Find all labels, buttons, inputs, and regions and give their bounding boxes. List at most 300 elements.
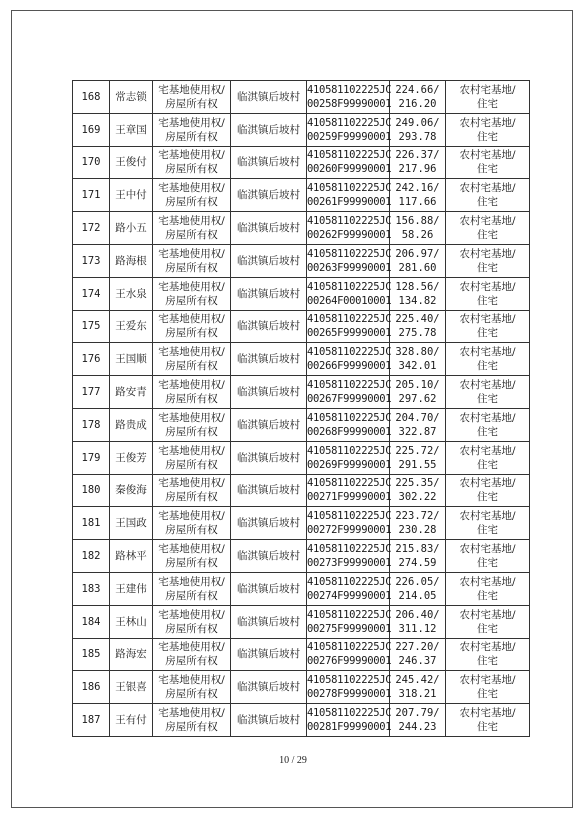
right-type-cell: [153, 408, 231, 441]
area-line: 293.78: [398, 130, 437, 143]
location-cell: 临淇镇后坡村: [231, 277, 307, 310]
land-use-line: 农村宅基地/: [459, 215, 516, 228]
right-type-cell: [153, 704, 231, 737]
owner-name-cell: 秦俊海: [110, 474, 153, 507]
table-row: [73, 81, 530, 114]
unit-code-cell: [307, 507, 390, 540]
land-use-line: 农村宅基地/: [459, 510, 516, 523]
location-cell: 临淇镇后坡村: [231, 572, 307, 605]
land-use-line: 农村宅基地/: [459, 182, 516, 195]
land-use-cell: [446, 540, 530, 573]
land-use-line: 住宅: [477, 491, 498, 504]
unit-code-line: 00271F99990001: [307, 491, 392, 504]
right-type-cell: [153, 277, 231, 310]
area-line: 128.56/: [395, 280, 440, 293]
right-type-line: 宅基地使用权/: [158, 182, 225, 195]
right-type-line: 宅基地使用权/: [158, 313, 225, 326]
table-row: [73, 474, 530, 507]
row-number-cell: 178: [73, 408, 110, 441]
unit-code-line: 00265F99990001: [307, 327, 392, 340]
unit-code-line: 00273F99990001: [307, 557, 392, 570]
row-number-cell: 174: [73, 277, 110, 310]
land-use-line: 农村宅基地/: [459, 379, 516, 392]
right-type-cell: [153, 310, 231, 343]
unit-code-line: 00263F99990001: [307, 261, 392, 274]
right-type-line: 宅基地使用权/: [158, 444, 225, 457]
location-cell: 临淇镇后坡村: [231, 113, 307, 146]
area-line: 207.79/: [395, 707, 440, 720]
area-line: 322.87: [398, 425, 437, 438]
row-number-cell: 184: [73, 605, 110, 638]
land-use-line: 住宅: [477, 622, 498, 635]
area-cell: [390, 343, 446, 376]
owner-name-cell: 王国政: [110, 507, 153, 540]
unit-code-line: 410581102225JC: [307, 707, 392, 720]
row-number-cell: 187: [73, 704, 110, 737]
area-line: 134.82: [398, 294, 437, 307]
location-cell: 临淇镇后坡村: [231, 179, 307, 212]
land-use-line: 住宅: [477, 327, 498, 340]
area-line: 117.66: [398, 196, 437, 209]
right-type-line: 宅基地使用权/: [158, 346, 225, 359]
location-cell: 临淇镇后坡村: [231, 310, 307, 343]
right-type-line: 房屋所有权: [165, 327, 218, 340]
land-use-cell: [446, 704, 530, 737]
table-row: [73, 146, 530, 179]
land-use-line: 住宅: [477, 524, 498, 537]
right-type-line: 房屋所有权: [165, 425, 218, 438]
land-use-line: 农村宅基地/: [459, 641, 516, 654]
area-line: 318.21: [398, 688, 437, 701]
land-use-line: 住宅: [477, 261, 498, 274]
unit-code-line: 410581102225JC: [307, 444, 392, 457]
right-type-line: 房屋所有权: [165, 622, 218, 635]
land-use-line: 住宅: [477, 393, 498, 406]
right-type-line: 房屋所有权: [165, 458, 218, 471]
row-number-cell: 180: [73, 474, 110, 507]
unit-code-cell: [307, 474, 390, 507]
owner-name-cell: 王水泉: [110, 277, 153, 310]
unit-code-cell: [307, 376, 390, 409]
area-line: 223.72/: [395, 510, 440, 523]
right-type-line: 房屋所有权: [165, 294, 218, 307]
unit-code-line: 00272F99990001: [307, 524, 392, 537]
table-row: [73, 572, 530, 605]
land-use-cell: [446, 671, 530, 704]
owner-name-cell: 路海根: [110, 244, 153, 277]
unit-code-line: 00281F99990001: [307, 721, 392, 734]
land-use-line: 住宅: [477, 229, 498, 242]
land-use-cell: [446, 277, 530, 310]
area-cell: [390, 277, 446, 310]
unit-code-cell: [307, 212, 390, 245]
location-cell: 临淇镇后坡村: [231, 638, 307, 671]
right-type-line: 宅基地使用权/: [158, 411, 225, 424]
right-type-cell: [153, 540, 231, 573]
location-cell: 临淇镇后坡村: [231, 81, 307, 114]
right-type-line: 房屋所有权: [165, 524, 218, 537]
area-line: 216.20: [398, 97, 437, 110]
area-cell: [390, 179, 446, 212]
unit-code-cell: [307, 638, 390, 671]
unit-code-line: 410581102225JC: [307, 280, 392, 293]
land-use-line: 住宅: [477, 589, 498, 602]
row-number-cell: 183: [73, 572, 110, 605]
row-number-cell: 170: [73, 146, 110, 179]
land-use-line: 住宅: [477, 196, 498, 209]
land-use-cell: [446, 212, 530, 245]
right-type-cell: [153, 113, 231, 146]
unit-code-line: 00258F99990001: [307, 97, 392, 110]
location-cell: 临淇镇后坡村: [231, 540, 307, 573]
land-use-cell: [446, 343, 530, 376]
right-type-line: 宅基地使用权/: [158, 379, 225, 392]
area-line: 225.35/: [395, 477, 440, 490]
land-use-line: 住宅: [477, 360, 498, 373]
land-use-line: 住宅: [477, 425, 498, 438]
unit-code-cell: [307, 605, 390, 638]
land-use-line: 住宅: [477, 130, 498, 143]
owner-name-cell: 路林平: [110, 540, 153, 573]
owner-name-cell: 路小五: [110, 212, 153, 245]
land-use-line: 农村宅基地/: [459, 477, 516, 490]
owner-name-cell: 王林山: [110, 605, 153, 638]
area-cell: [390, 244, 446, 277]
land-use-line: 住宅: [477, 458, 498, 471]
area-cell: [390, 540, 446, 573]
land-use-cell: [446, 638, 530, 671]
right-type-line: 房屋所有权: [165, 589, 218, 602]
right-type-cell: [153, 244, 231, 277]
location-cell: 临淇镇后坡村: [231, 507, 307, 540]
area-line: 214.05: [398, 589, 437, 602]
location-cell: 临淇镇后坡村: [231, 441, 307, 474]
table-row: [73, 277, 530, 310]
right-type-line: 宅基地使用权/: [158, 215, 225, 228]
unit-code-line: 00262F99990001: [307, 229, 392, 242]
unit-code-line: 410581102225JC: [307, 83, 392, 96]
table-row: [73, 179, 530, 212]
right-type-line: 房屋所有权: [165, 163, 218, 176]
location-cell: 临淇镇后坡村: [231, 146, 307, 179]
area-line: 206.97/: [395, 247, 440, 260]
unit-code-line: 410581102225JC: [307, 543, 392, 556]
row-number-cell: 177: [73, 376, 110, 409]
area-line: 311.12: [398, 622, 437, 635]
area-line: 281.60: [398, 261, 437, 274]
land-use-cell: [446, 244, 530, 277]
land-use-line: 农村宅基地/: [459, 116, 516, 129]
area-line: 206.40/: [395, 608, 440, 621]
owner-name-cell: 常志锁: [110, 81, 153, 114]
area-line: 204.70/: [395, 411, 440, 424]
right-type-cell: [153, 638, 231, 671]
right-type-cell: [153, 441, 231, 474]
unit-code-cell: [307, 704, 390, 737]
area-line: 215.83/: [395, 543, 440, 556]
area-line: 342.01: [398, 360, 437, 373]
land-use-cell: [446, 376, 530, 409]
unit-code-line: 00259F99990001: [307, 130, 392, 143]
land-use-line: 农村宅基地/: [459, 411, 516, 424]
location-cell: 临淇镇后坡村: [231, 244, 307, 277]
area-cell: [390, 441, 446, 474]
unit-code-line: 410581102225JC: [307, 346, 392, 359]
table-row: [73, 605, 530, 638]
table-row: [73, 408, 530, 441]
land-use-line: 农村宅基地/: [459, 280, 516, 293]
area-cell: [390, 81, 446, 114]
right-type-cell: [153, 81, 231, 114]
location-cell: 临淇镇后坡村: [231, 212, 307, 245]
right-type-line: 宅基地使用权/: [158, 116, 225, 129]
area-line: 249.06/: [395, 116, 440, 129]
unit-code-line: 00278F99990001: [307, 688, 392, 701]
owner-name-cell: 王国顺: [110, 343, 153, 376]
row-number-cell: 171: [73, 179, 110, 212]
location-cell: 临淇镇后坡村: [231, 671, 307, 704]
land-use-line: 农村宅基地/: [459, 247, 516, 260]
right-type-line: 宅基地使用权/: [158, 674, 225, 687]
unit-code-line: 00268F99990001: [307, 425, 392, 438]
right-type-line: 宅基地使用权/: [158, 149, 225, 162]
row-number-cell: 186: [73, 671, 110, 704]
unit-code-line: 00267F99990001: [307, 393, 392, 406]
land-use-line: 农村宅基地/: [459, 575, 516, 588]
unit-code-cell: [307, 343, 390, 376]
area-cell: [390, 113, 446, 146]
area-cell: [390, 605, 446, 638]
row-number-cell: 182: [73, 540, 110, 573]
right-type-line: 宅基地使用权/: [158, 477, 225, 490]
area-line: 246.37: [398, 655, 437, 668]
owner-name-cell: 王建伟: [110, 572, 153, 605]
unit-code-line: 410581102225JC: [307, 575, 392, 588]
row-number-cell: 175: [73, 310, 110, 343]
area-line: 227.20/: [395, 641, 440, 654]
area-line: 291.55: [398, 458, 437, 471]
table-row: [73, 704, 530, 737]
right-type-line: 房屋所有权: [165, 721, 218, 734]
area-cell: [390, 408, 446, 441]
land-use-line: 农村宅基地/: [459, 707, 516, 720]
right-type-line: 房屋所有权: [165, 491, 218, 504]
unit-code-line: 410581102225JC: [307, 674, 392, 687]
area-cell: [390, 474, 446, 507]
owner-name-cell: 路海宏: [110, 638, 153, 671]
unit-code-cell: [307, 671, 390, 704]
area-cell: [390, 572, 446, 605]
table-row: [73, 540, 530, 573]
owner-name-cell: 王有付: [110, 704, 153, 737]
area-cell: [390, 704, 446, 737]
unit-code-line: 410581102225JC: [307, 641, 392, 654]
right-type-line: 房屋所有权: [165, 655, 218, 668]
unit-code-cell: [307, 146, 390, 179]
right-type-line: 房屋所有权: [165, 261, 218, 274]
land-use-line: 住宅: [477, 655, 498, 668]
table-row: [73, 212, 530, 245]
right-type-cell: [153, 474, 231, 507]
right-type-cell: [153, 146, 231, 179]
table-row: [73, 507, 530, 540]
unit-code-line: 00264F00010001: [307, 294, 392, 307]
unit-code-line: 00266F99990001: [307, 360, 392, 373]
land-use-cell: [446, 507, 530, 540]
location-cell: 临淇镇后坡村: [231, 343, 307, 376]
right-type-line: 宅基地使用权/: [158, 641, 225, 654]
unit-code-line: 410581102225JC: [307, 149, 392, 162]
area-line: 275.78: [398, 327, 437, 340]
unit-code-line: 410581102225JC: [307, 379, 392, 392]
owner-name-cell: 路贵成: [110, 408, 153, 441]
land-use-cell: [446, 474, 530, 507]
unit-code-line: 00269F99990001: [307, 458, 392, 471]
land-use-line: 农村宅基地/: [459, 608, 516, 621]
unit-code-cell: [307, 81, 390, 114]
area-line: 302.22: [398, 491, 437, 504]
unit-code-line: 410581102225JC: [307, 313, 392, 326]
unit-code-cell: [307, 244, 390, 277]
property-registry-table: [72, 80, 530, 737]
area-cell: [390, 507, 446, 540]
table-row: [73, 343, 530, 376]
table-row: [73, 244, 530, 277]
right-type-cell: [153, 605, 231, 638]
land-use-cell: [446, 408, 530, 441]
area-line: 225.72/: [395, 444, 440, 457]
unit-code-line: 00274F99990001: [307, 589, 392, 602]
area-cell: [390, 638, 446, 671]
area-line: 297.62: [398, 393, 437, 406]
unit-code-line: 410581102225JC: [307, 510, 392, 523]
right-type-line: 宅基地使用权/: [158, 247, 225, 260]
right-type-line: 房屋所有权: [165, 229, 218, 242]
land-use-line: 住宅: [477, 557, 498, 570]
land-use-line: 农村宅基地/: [459, 83, 516, 96]
owner-name-cell: 王章国: [110, 113, 153, 146]
unit-code-cell: [307, 441, 390, 474]
right-type-line: 宅基地使用权/: [158, 707, 225, 720]
right-type-line: 房屋所有权: [165, 360, 218, 373]
unit-code-cell: [307, 572, 390, 605]
area-line: 205.10/: [395, 379, 440, 392]
land-use-cell: [446, 605, 530, 638]
right-type-line: 房屋所有权: [165, 688, 218, 701]
land-use-line: 住宅: [477, 97, 498, 110]
unit-code-line: 00261F99990001: [307, 196, 392, 209]
right-type-cell: [153, 572, 231, 605]
right-type-cell: [153, 212, 231, 245]
area-line: 156.88/: [395, 215, 440, 228]
area-line: 58.26: [401, 229, 434, 242]
area-line: 226.37/: [395, 149, 440, 162]
table-row: [73, 376, 530, 409]
unit-code-line: 410581102225JC: [307, 247, 392, 260]
right-type-line: 宅基地使用权/: [158, 280, 225, 293]
land-use-line: 住宅: [477, 163, 498, 176]
table-row: [73, 113, 530, 146]
right-type-line: 房屋所有权: [165, 196, 218, 209]
area-line: 224.66/: [395, 83, 440, 96]
area-line: 225.40/: [395, 313, 440, 326]
land-use-line: 农村宅基地/: [459, 313, 516, 326]
unit-code-line: 410581102225JC: [307, 215, 392, 228]
right-type-line: 宅基地使用权/: [158, 608, 225, 621]
unit-code-line: 00275F99990001: [307, 622, 392, 635]
area-line: 242.16/: [395, 182, 440, 195]
right-type-line: 宅基地使用权/: [158, 510, 225, 523]
owner-name-cell: 王中付: [110, 179, 153, 212]
area-line: 274.59: [398, 557, 437, 570]
owner-name-cell: 王爱东: [110, 310, 153, 343]
right-type-line: 宅基地使用权/: [158, 83, 225, 96]
table-row: [73, 638, 530, 671]
right-type-cell: [153, 671, 231, 704]
right-type-line: 宅基地使用权/: [158, 543, 225, 556]
land-use-line: 住宅: [477, 294, 498, 307]
row-number-cell: 173: [73, 244, 110, 277]
unit-code-cell: [307, 408, 390, 441]
location-cell: 临淇镇后坡村: [231, 408, 307, 441]
land-use-line: 农村宅基地/: [459, 543, 516, 556]
right-type-cell: [153, 343, 231, 376]
unit-code-cell: [307, 310, 390, 343]
unit-code-cell: [307, 179, 390, 212]
unit-code-cell: [307, 113, 390, 146]
page-number: 10 / 29: [279, 755, 307, 766]
land-use-line: 农村宅基地/: [459, 149, 516, 162]
owner-name-cell: 王俊芳: [110, 441, 153, 474]
right-type-line: 房屋所有权: [165, 393, 218, 406]
land-use-line: 农村宅基地/: [459, 346, 516, 359]
table-body: [73, 81, 530, 737]
area-line: 230.28: [398, 524, 437, 537]
right-type-line: 房屋所有权: [165, 557, 218, 570]
land-use-cell: [446, 179, 530, 212]
location-cell: 临淇镇后坡村: [231, 474, 307, 507]
unit-code-line: 00276F99990001: [307, 655, 392, 668]
table-row: [73, 310, 530, 343]
unit-code-line: 00260F99990001: [307, 163, 392, 176]
land-use-cell: [446, 572, 530, 605]
land-use-line: 住宅: [477, 688, 498, 701]
right-type-line: 宅基地使用权/: [158, 575, 225, 588]
owner-name-cell: 王银喜: [110, 671, 153, 704]
area-cell: [390, 376, 446, 409]
right-type-cell: [153, 507, 231, 540]
row-number-cell: 169: [73, 113, 110, 146]
land-use-line: 农村宅基地/: [459, 674, 516, 687]
unit-code-line: 410581102225JC: [307, 182, 392, 195]
table-row: [73, 441, 530, 474]
row-number-cell: 179: [73, 441, 110, 474]
area-line: 328.80/: [395, 346, 440, 359]
row-number-cell: 168: [73, 81, 110, 114]
unit-code-line: 410581102225JC: [307, 608, 392, 621]
row-number-cell: 185: [73, 638, 110, 671]
unit-code-cell: [307, 540, 390, 573]
location-cell: 临淇镇后坡村: [231, 704, 307, 737]
area-cell: [390, 310, 446, 343]
land-use-line: 住宅: [477, 721, 498, 734]
location-cell: 临淇镇后坡村: [231, 605, 307, 638]
owner-name-cell: 路安青: [110, 376, 153, 409]
row-number-cell: 176: [73, 343, 110, 376]
area-cell: [390, 671, 446, 704]
row-number-cell: 181: [73, 507, 110, 540]
land-use-cell: [446, 310, 530, 343]
